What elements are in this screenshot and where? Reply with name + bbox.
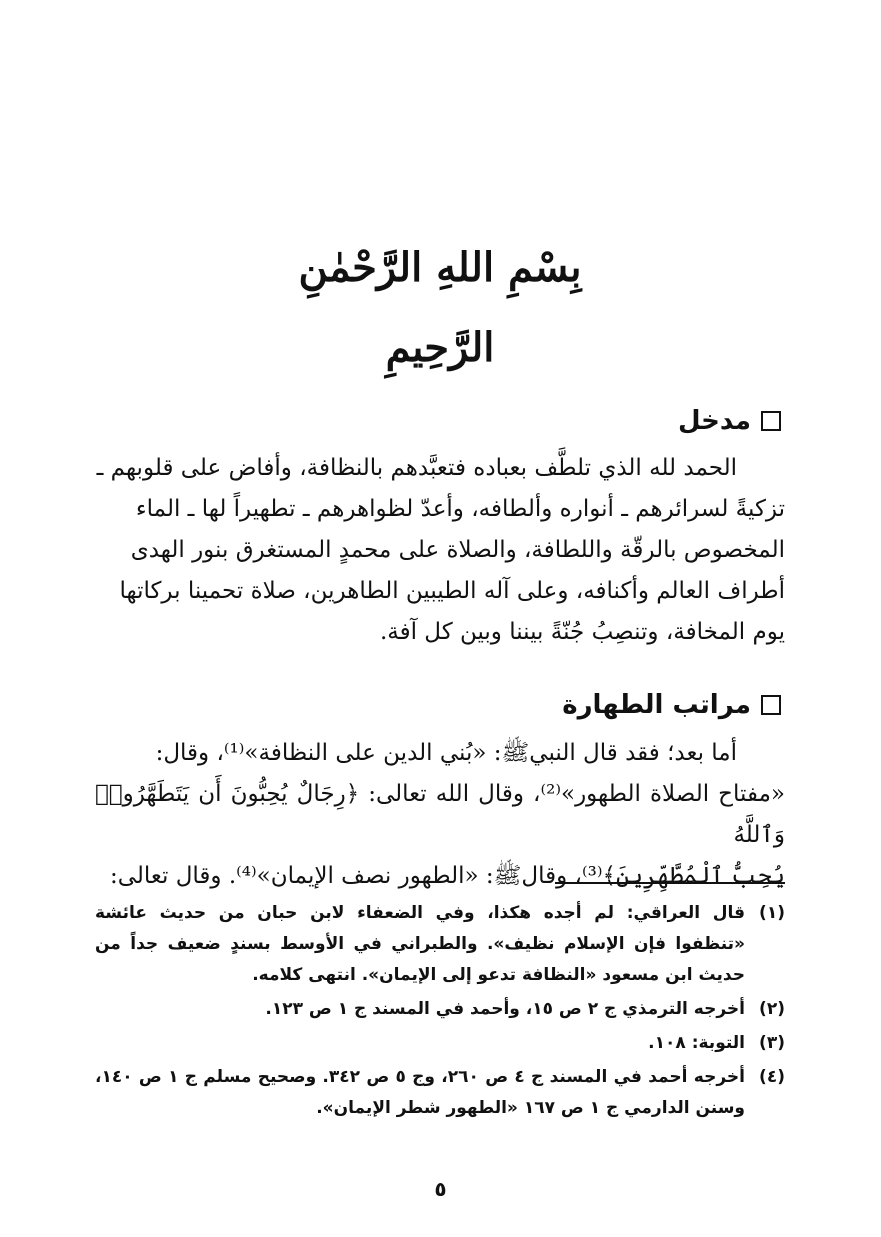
page-number: ٥ bbox=[434, 1177, 447, 1201]
basmala-calligraphy: بِسْمِ اللهِ الرَّحْمٰنِ الرَّحِيمِ bbox=[298, 244, 582, 371]
footnote-number: (٣) bbox=[759, 1033, 785, 1053]
footnote-text: قال العراقي: لم أجده هكذا، وفي الضعفاء لابن حبان من حديث عائشة «تنظفوا فإن الإسلام نظيف». والطبراني في الأوسط بسندٍ ضعيف جداً من حديث ابن مسعود «النظافة تدعو إلى الإيمان». انتهى كلامه. bbox=[95, 903, 745, 985]
footnote-divider bbox=[555, 882, 785, 884]
footnote-text: أخرجه الترمذي ج ٢ ص ١٥، وأحمد في المسند ج ١ ص ١٢٣. bbox=[265, 999, 745, 1019]
footnote-number: (٢) bbox=[759, 999, 785, 1019]
footnote-number: (٤) bbox=[759, 1067, 785, 1087]
footnote-text: التوبة: ١٠٨. bbox=[648, 1033, 745, 1053]
purity-paragraph bbox=[95, 733, 785, 897]
section-title: مراتب الطهارة bbox=[562, 690, 751, 720]
footnote-item bbox=[95, 898, 785, 991]
footnotes bbox=[95, 898, 785, 1127]
text-line: الحمد لله الذي تلطَّف بعباده فتعبَّدهم بالنظافة، وأفاض على قلوبهم ـ bbox=[96, 455, 737, 481]
text-line: تزكيةً لسرائرهم ـ أنواره وألطافه، وأعدّ لظواهرهم ـ تطهيراً لها ـ الماء bbox=[135, 496, 785, 522]
footnote-item bbox=[95, 994, 785, 1025]
square-bullet-icon bbox=[761, 411, 781, 431]
footnote-item bbox=[95, 1062, 785, 1124]
footnote-item bbox=[95, 1028, 785, 1059]
text-line: أطراف العالم وأكنافه، وعلى آله الطيبين الطاهرين، صلاة تحمينا بركاتها bbox=[119, 578, 785, 604]
footnote-text: أخرجه أحمد في المسند ج ٤ ص ٢٦٠، وج ٥ ص ٣٤٢. وصحيح مسلم ج ١ ص ١٤٠، وسنن الدارمي ج ١ ص ١٦٧ «الطهور شطر الإيمان». bbox=[95, 1067, 745, 1118]
intro-paragraph bbox=[95, 448, 785, 653]
text-line: المخصوص بالرقّة واللطافة، والصلاة على محمدٍ المستغرق بنور الهدى bbox=[130, 537, 785, 563]
text-line: «مفتاح الصلاة الطهور»⁽²⁾، وقال الله تعالى: ﴿رِجَالٌ يُحِبُّونَ أَن يَتَطَهَّرُوا۟ وَٱللَّهُ bbox=[95, 781, 785, 848]
text-line: يوم المخافة، وتنصِبُ جُنّةً بيننا وبين كل آفة. bbox=[379, 619, 785, 645]
square-bullet-icon bbox=[761, 695, 781, 715]
text-line: يُحِبُّ ٱلْمُطَّهِّرِينَ﴾⁽³⁾، وقالﷺ: «الطهور نصف الإيمان»⁽⁴⁾. وقال تعالى: bbox=[109, 863, 785, 889]
section-title: مدخل bbox=[677, 406, 751, 436]
section-heading-purity-levels bbox=[562, 690, 781, 720]
text-line: أما بعد؛ فقد قال النبيﷺ: «بُني الدين على النظافة»⁽¹⁾، وقال: bbox=[155, 740, 737, 766]
section-heading-intro bbox=[678, 406, 781, 436]
footnote-number: (١) bbox=[759, 903, 785, 923]
